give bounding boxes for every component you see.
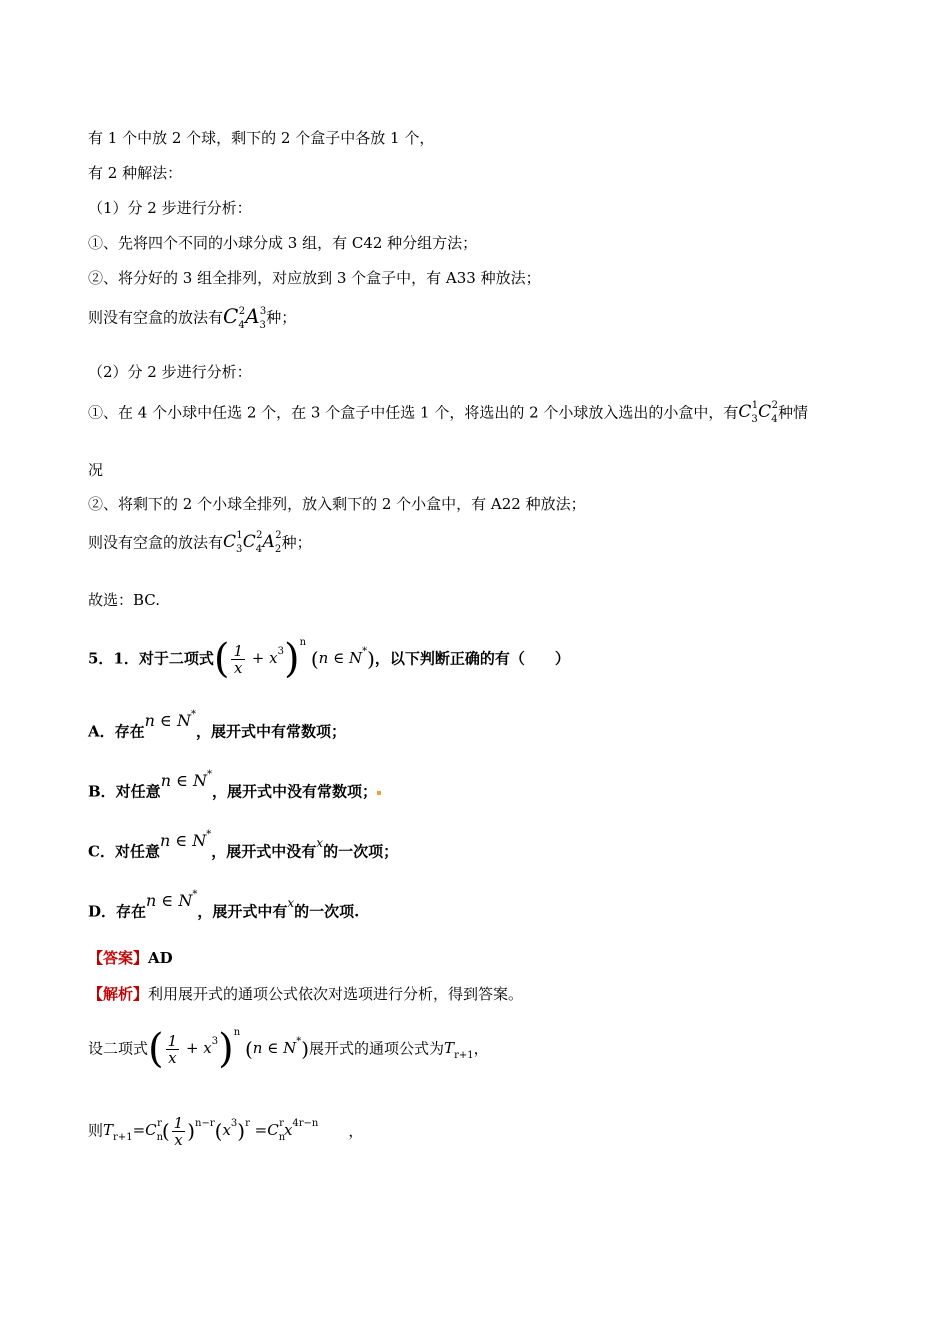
set-suffix: 展开式的通项公式为 xyxy=(309,1039,445,1058)
text-line-7: （2）分 2 步进行分析： xyxy=(88,363,252,381)
option-d-text: 的一次项. xyxy=(294,902,360,921)
variable-x: x xyxy=(287,895,295,910)
text-line-2: 有 2 种解法： xyxy=(88,164,183,182)
option-c xyxy=(88,829,399,867)
text-line-6 xyxy=(88,306,296,331)
set-prefix: 设二项式 xyxy=(88,1039,149,1058)
option-a-label: A．存在 xyxy=(88,722,145,741)
analysis-text: 利用展开式的通项公式依次对选项进行分析，得到答案。 xyxy=(148,985,524,1003)
formula-t-r-plus-1: $T_{r+1}$ xyxy=(444,1039,474,1061)
option-c-label: C．对任意 xyxy=(88,842,160,861)
answer-line xyxy=(88,948,173,968)
analysis-line xyxy=(88,984,523,1004)
line6-prefix: 则没有空盒的放法有 xyxy=(88,308,224,327)
line11-suffix: 种； xyxy=(281,533,312,552)
option-b-text: ，展开式中没有常数项； xyxy=(212,782,378,801)
option-a-text: ，展开式中有常数项； xyxy=(195,722,346,741)
formula-binomial-2: ( $\frac{1}{x}$ + $x^3)^n$ (n ∈ N*) xyxy=(148,1026,310,1072)
text-line-10: ②、将剩下的 2 个小球全排列，放入剩下的 2 个小盒中，有 A22 种放法； xyxy=(88,495,586,513)
line11-prefix: 则没有空盒的放法有 xyxy=(88,533,224,552)
then-label: 则 xyxy=(88,1121,104,1140)
option-b-label: B．对任意 xyxy=(88,782,161,801)
option-c-mid: ，展开式中没有 xyxy=(211,842,317,861)
formula-n-in-n: n ∈ N* xyxy=(146,889,198,910)
option-d-label: D．存在 xyxy=(88,902,147,921)
edit-marker xyxy=(377,791,381,795)
text-line-3: （1）分 2 步进行分析： xyxy=(88,199,252,217)
formula-n-in-n: n ∈ N* xyxy=(144,709,196,730)
formula-c31-c42-a22: $C_3^1C_4^2A_2^2$ xyxy=(223,530,282,555)
option-d-mid: ，展开式中有 xyxy=(197,902,288,921)
term-formula-line xyxy=(88,1106,363,1157)
formula-c42-a33: $C_4^2A_3^3$ xyxy=(223,304,267,331)
set-comma: ， xyxy=(473,1039,489,1058)
general-term-line xyxy=(88,1024,489,1075)
formula-n-in-n: n ∈ N* xyxy=(159,829,212,850)
text-line-1: 有 1 个中放 2 个球，剩下的 2 个盒子中各放 1 个， xyxy=(88,129,435,147)
answer-value: AD xyxy=(148,949,173,967)
analysis-tag: 【解析】 xyxy=(88,985,149,1003)
formula-binomial: ( $\frac{1}{x}$ + $x^3)^n$ (n ∈ N*) xyxy=(213,636,375,682)
formula-c31-c42: $C_3^1C_4^2$ xyxy=(738,400,778,425)
text-line-12: 故选：BC. xyxy=(88,591,161,609)
question-number: 5．1．对于二项式 xyxy=(88,649,214,668)
answer-tag: 【答案】 xyxy=(88,949,149,967)
line8-suffix: 种情 xyxy=(777,403,808,422)
text-line-5: ②、将分好的 3 组全排列，对应放到 3 个盒子中，有 A33 种放法； xyxy=(88,269,541,287)
option-b xyxy=(88,769,381,807)
line6-suffix: 种； xyxy=(266,308,297,327)
option-c-text: 的一次项； xyxy=(323,842,399,861)
text-line-9: 况 xyxy=(88,461,104,479)
question-tail: ，以下判断正确的有（ ） xyxy=(374,649,570,668)
option-d xyxy=(88,889,360,927)
option-a xyxy=(88,709,346,747)
formula-n-in-n: n ∈ N* xyxy=(160,769,213,790)
text-line-8 xyxy=(88,402,808,425)
formula-general-term: $T_{r+1}=C_n^r$( $\frac{1}{x}$ )$^{n-r}(x^3)^r =C_n^rx^{4r-n}$ xyxy=(103,1113,319,1149)
text-line-11 xyxy=(88,532,312,555)
question-stem xyxy=(88,634,570,685)
text-line-4: ①、先将四个不同的小球分成 3 组，有 C42 种分组方法； xyxy=(88,234,478,252)
then-tail: ， xyxy=(348,1121,364,1140)
variable-x: x xyxy=(316,835,324,850)
line8-prefix: ①、在 4 个小球中任选 2 个，在 3 个盒子中任选 1 个，将选出的 2 个小球放入选出的小盒中，有 xyxy=(88,403,739,422)
